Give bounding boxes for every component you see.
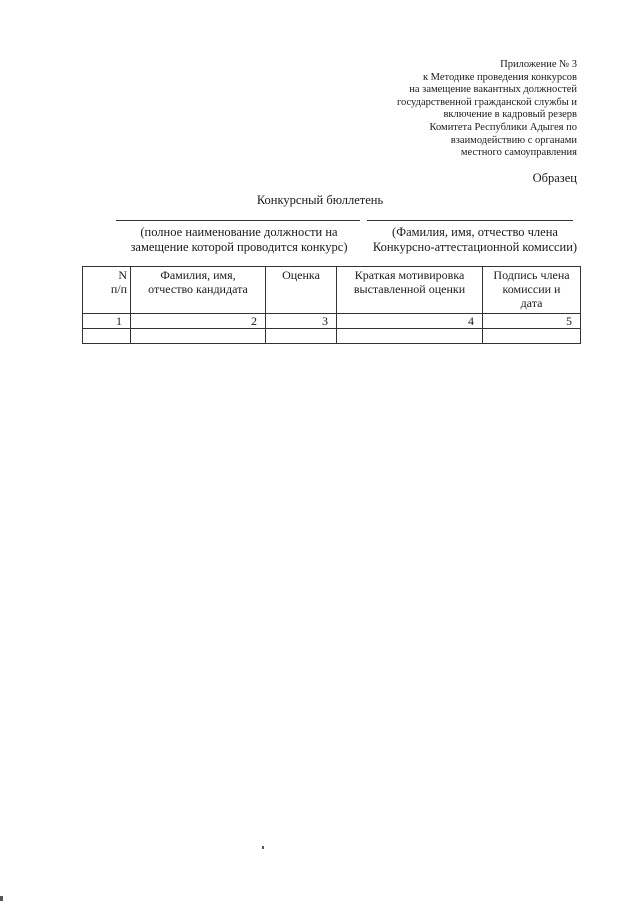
member-name-line <box>367 220 573 221</box>
appendix-line: Приложение № 3 <box>500 59 577 70</box>
header-score: Оценка <box>266 267 337 314</box>
column-number: 3 <box>266 314 337 329</box>
caption-line: Конкурсно-аттестационной комиссии) <box>372 240 578 254</box>
caption-line: замещение которой проводится конкурс) <box>130 240 348 254</box>
scan-speck <box>0 896 3 901</box>
empty-cell[interactable] <box>337 329 483 344</box>
position-name-line <box>116 220 360 221</box>
appendix-line: включение в кадровый резерв <box>443 109 577 121</box>
appendix-line: Комитета Республики Адыгея по <box>429 121 577 133</box>
header-number: N п/п <box>83 267 131 314</box>
table-row-numbers <box>83 314 581 329</box>
appendix-line: местного самоуправления <box>460 147 577 159</box>
scan-speck <box>262 846 264 849</box>
empty-cell[interactable] <box>483 329 581 344</box>
header-candidate-name: Фамилия, имя, отчество кандидата <box>131 267 266 314</box>
column-number: 1 <box>83 314 131 329</box>
ballot-table <box>82 266 581 344</box>
column-number: 2 <box>131 314 266 329</box>
sample-label: Образец <box>532 171 577 185</box>
appendix-line: государственной гражданской службы и <box>396 96 577 108</box>
appendix-line: к Методике проведения конкурсов <box>422 71 577 83</box>
column-number: 5 <box>483 314 581 329</box>
empty-cell[interactable] <box>266 329 337 344</box>
column-number: 4 <box>337 314 483 329</box>
caption-line: (полное наименование должности на <box>140 225 338 239</box>
empty-cell[interactable] <box>83 329 131 344</box>
appendix-line: взаимодействию с органами <box>450 134 577 146</box>
header-signature: Подпись члена комиссии и дата <box>483 267 581 314</box>
table-header-row <box>83 267 581 314</box>
table-row-empty <box>83 329 581 344</box>
appendix-line: на замещение вакантных должностей <box>409 84 577 96</box>
member-caption <box>358 225 592 255</box>
header-motivation: Краткая мотивировка выставленной оценки <box>337 267 483 314</box>
position-caption <box>108 225 370 255</box>
document-title: Конкурсный бюллетень <box>256 193 384 207</box>
empty-cell[interactable] <box>131 329 266 344</box>
caption-line: (Фамилия, имя, отчество члена <box>392 225 558 239</box>
appendix-note <box>297 59 577 160</box>
